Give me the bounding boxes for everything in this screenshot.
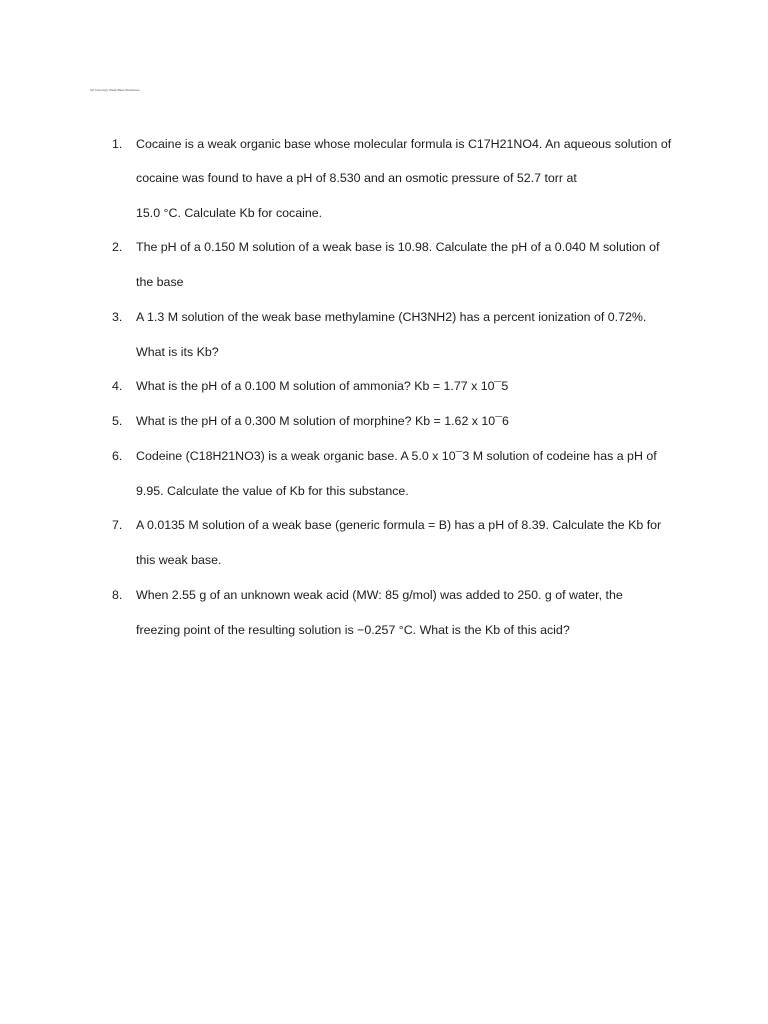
question-number: 4. xyxy=(112,379,123,393)
question-line: freezing point of the resulting solution is −0.257 °C. What is the Kb of this acid? xyxy=(136,623,570,637)
question-number: 1. xyxy=(112,137,123,151)
question-line: the base xyxy=(136,275,184,289)
question-number: 2. xyxy=(112,240,123,254)
question-line: A 1.3 M solution of the weak base methylamine (CH3NH2) has a percent ionization of 0.72%. xyxy=(136,310,647,324)
question-line: What is the pH of a 0.300 M solution of morphine? Kb = 1.62 x 10¯6 xyxy=(136,414,509,428)
question-line: When 2.55 g of an unknown weak acid (MW: 85 g/mol) was added to 250. g of water, the xyxy=(136,588,623,602)
question-number: 3. xyxy=(112,310,123,324)
question-number: 5. xyxy=(112,414,123,428)
question-line: The pH of a 0.150 M solution of a weak base is 10.98. Calculate the pH of a 0.040 M solution of xyxy=(136,240,660,254)
question-line: What is the pH of a 0.100 M solution of ammonia? Kb = 1.77 x 10¯5 xyxy=(136,379,509,393)
question-line: 15.0 °C. Calculate Kb for cocaine. xyxy=(136,206,323,220)
question-number: 6. xyxy=(112,449,123,463)
question-line: What is its Kb? xyxy=(136,345,219,359)
question-line: 9.95. Calculate the value of Kb for this substance. xyxy=(136,484,409,498)
page-header-text: AP Chemistry Weak Base Worksheet xyxy=(90,88,140,92)
question-number: 7. xyxy=(112,518,123,532)
question-number: 8. xyxy=(112,588,123,602)
question-line: Cocaine is a weak organic base whose molecular formula is C17H21NO4. An aqueous solution of xyxy=(136,137,672,151)
question-line: A 0.0135 M solution of a weak base (generic formula = B) has a pH of 8.39. Calculate the Kb for xyxy=(136,518,662,532)
question-line: cocaine was found to have a pH of 8.530 and an osmotic pressure of 52.7 torr at xyxy=(136,171,577,185)
question-line: Codeine (C18H21NO3) is a weak organic base. A 5.0 x 10¯3 M solution of codeine has a pH of xyxy=(136,449,657,463)
question-line: this weak base. xyxy=(136,553,222,567)
